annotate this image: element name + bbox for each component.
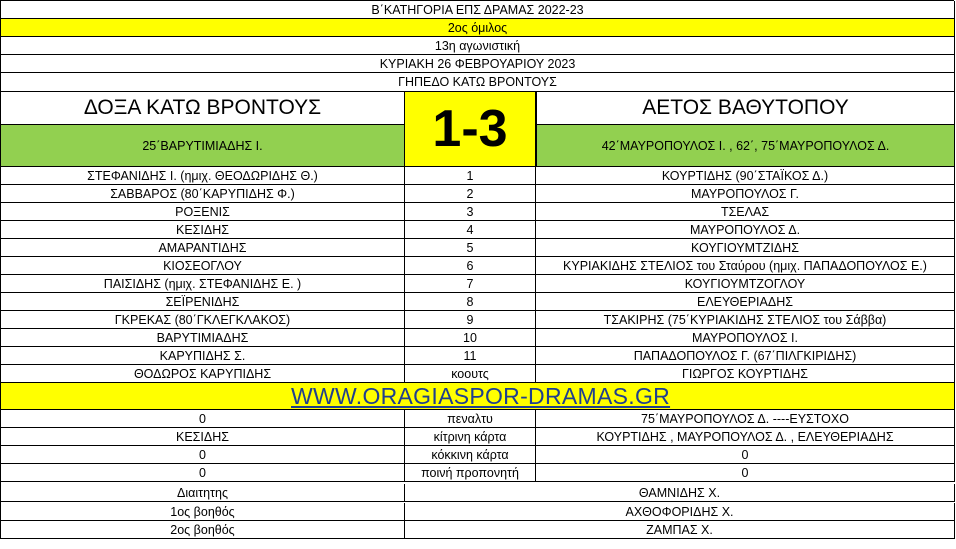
away-player: ΚΟΥΓΙΟΥΜΤΖΟΓΛΟΥ	[536, 275, 955, 292]
official-role: Διαιτητης	[1, 484, 405, 501]
away-player: ΚΟΥΡΤΙΔΗΣ (90΄ΣΤΑΪΚΟΣ Δ.)	[536, 167, 955, 184]
lineup-row	[1, 203, 955, 221]
round-label: 13η αγωνιστική	[1, 37, 955, 54]
away-player: ΜΑΥΡΟΠΟΥΛΟΣ Γ.	[536, 185, 955, 202]
away-player: ΚΥΡΙΑΚΙΔΗΣ ΣΤΕΛΙΟΣ του Σταύρου (ημιχ. ΠΑΠΑΔΟΠΟΥΛΟΣ Ε.)	[536, 257, 955, 274]
official-name: ΖΑΜΠΑΣ Χ.	[405, 521, 955, 538]
shirt-number: 9	[405, 311, 536, 328]
lineup-row	[1, 365, 955, 383]
lineup-row	[1, 311, 955, 329]
home-player: ΣΕΪΡΕΝΙΔΗΣ	[1, 293, 405, 310]
official-role: 2ος βοηθός	[1, 521, 405, 538]
lineup-row	[1, 293, 955, 311]
home-player: ΚΕΣΙΔΗΣ	[1, 221, 405, 238]
home-player: ΒΑΡΥΤΙΜΙΑΔΗΣ	[1, 329, 405, 346]
league-row	[1, 1, 955, 19]
away-player: ΤΣΑΚΙΡΗΣ (75΄ΚΥΡΙΑΚΙΔΗΣ ΣΤΕΛΙΟΣ του Σάββα)	[536, 311, 955, 328]
lineup-row	[1, 257, 955, 275]
stat-row	[1, 446, 955, 464]
home-scorers: 25΄ΒΑΡΥΤΙΜΙΑΔΗΣ Ι.	[1, 124, 405, 166]
stadium-name: ΓΗΠΕΔΟ ΚΑΤΩ ΒΡΟΝΤΟΥΣ	[1, 73, 955, 91]
away-player: ΠΑΠΑΔΟΠΟΥΛΟΣ Γ. (67΄ΠΙΛΓΚΙΡΙΔΗΣ)	[536, 347, 955, 364]
official-name: ΘΑΜΝΙΔΗΣ Χ.	[405, 484, 955, 501]
away-stat: 75΄ΜΑΥΡΟΠΟΥΛΟΣ Δ. ----ΕΥΣΤΟΧΟ	[536, 410, 955, 427]
lineup-row	[1, 347, 955, 365]
home-player: ΓΚΡΕΚΑΣ (80΄ΓΚΛΕΓΚΛΑΚΟΣ)	[1, 311, 405, 328]
website-row	[1, 383, 955, 410]
stat-row	[1, 428, 955, 446]
final-score: 1-3	[405, 92, 536, 167]
stat-label: ποινή προπονητή	[405, 464, 536, 481]
group-row	[1, 19, 955, 37]
lineup-row	[1, 239, 955, 257]
shirt-number: 2	[405, 185, 536, 202]
group-label: 2ος όμιλος	[1, 19, 955, 36]
stat-label: πεναλτυ	[405, 410, 536, 427]
shirt-number: 3	[405, 203, 536, 220]
stadium-row	[1, 73, 955, 92]
shirt-number: 6	[405, 257, 536, 274]
home-player: ΠΑΙΣΙΔΗΣ (ημιχ. ΣΤΕΦΑΝΙΔΗΣ Ε. )	[1, 275, 405, 292]
lineup-row	[1, 275, 955, 293]
official-row	[1, 521, 955, 539]
shirt-number: 10	[405, 329, 536, 346]
shirt-number: κοουτς	[405, 365, 536, 382]
home-player: ΡΟΞΕΝΙΣ	[1, 203, 405, 220]
lineup-row	[1, 221, 955, 239]
lineup-row	[1, 329, 955, 347]
website-link[interactable]	[1, 383, 955, 409]
shirt-number: 11	[405, 347, 536, 364]
home-player: ΚΙΟΣΕΟΓΛΟΥ	[1, 257, 405, 274]
away-stat: ΚΟΥΡΤΙΔΗΣ , ΜΑΥΡΟΠΟΥΛΟΣ Δ. , ΕΛΕΥΘΕΡΙΑΔΗΣ	[536, 428, 955, 445]
match-date: ΚΥΡΙΑΚΗ 26 ΦΕΒΡΟΥΑΡΙΟΥ 2023	[1, 55, 955, 72]
home-stat: 0	[1, 464, 405, 481]
shirt-number: 8	[405, 293, 536, 310]
away-player: ΚΟΥΓΙΟΥΜΤΖΙΔΗΣ	[536, 239, 955, 256]
home-player: ΘΟΔΩΡΟΣ ΚΑΡΥΠΙΔΗΣ	[1, 365, 405, 382]
stat-row	[1, 410, 955, 428]
date-row	[1, 55, 955, 73]
home-stat: 0	[1, 446, 405, 463]
league-title: Β΄ΚΑΤΗΓΟΡΙΑ ΕΠΣ ΔΡΑΜΑΣ 2022-23	[1, 1, 955, 18]
official-row	[1, 484, 955, 502]
lineup-row	[1, 167, 955, 185]
away-scorers: 42΄ΜΑΥΡΟΠΟΥΛΟΣ Ι. , 62΄, 75΄ΜΑΥΡΟΠΟΥΛΟΣ Δ.	[536, 124, 955, 166]
home-player: ΚΑΡΥΠΙΔΗΣ Σ.	[1, 347, 405, 364]
away-team-name: ΑΕΤΟΣ ΒΑΘΥΤΟΠΟΥ	[536, 92, 955, 124]
stat-label: κίτρινη κάρτα	[405, 428, 536, 445]
shirt-number: 7	[405, 275, 536, 292]
shirt-number: 5	[405, 239, 536, 256]
away-player: ΕΛΕΥΘΕΡΙΑΔΗΣ	[536, 293, 955, 310]
home-player: ΣΑΒΒΑΡΟΣ (80΄ΚΑΡΥΠΙΔΗΣ Φ.)	[1, 185, 405, 202]
official-role: 1ος βοηθός	[1, 503, 405, 520]
home-team-name: ΔΟΞΑ ΚΑΤΩ ΒΡΟΝΤΟΥΣ	[1, 92, 405, 124]
home-stat: ΚΕΣΙΔΗΣ	[1, 428, 405, 445]
away-player: ΜΑΥΡΟΠΟΥΛΟΣ Δ.	[536, 221, 955, 238]
lineup-row	[1, 185, 955, 203]
shirt-number: 4	[405, 221, 536, 238]
website-link-text[interactable]: WWW.ORAGIASPOR-DRAMAS.GR	[291, 383, 671, 409]
home-stat: 0	[1, 410, 405, 427]
away-player: ΓΙΩΡΓΟΣ ΚΟΥΡΤΙΔΗΣ	[536, 365, 955, 382]
stat-row	[1, 464, 955, 482]
stat-label: κόκκινη κάρτα	[405, 446, 536, 463]
home-player: ΣΤΕΦΑΝΙΔΗΣ Ι. (ημιχ. ΘΕΟΔΩΡΙΔΗΣ Θ.)	[1, 167, 405, 184]
away-player: ΤΣΕΛΑΣ	[536, 203, 955, 220]
round-row	[1, 37, 955, 55]
official-name: ΑΧΘΟΦΟΡΙΔΗΣ Χ.	[405, 503, 955, 520]
shirt-number: 1	[405, 167, 536, 184]
home-player: ΑΜΑΡΑΝΤΙΔΗΣ	[1, 239, 405, 256]
away-stat: 0	[536, 446, 955, 463]
official-row	[1, 503, 955, 521]
away-player: ΜΑΥΡΟΠΟΥΛΟΣ Ι.	[536, 329, 955, 346]
away-stat: 0	[536, 464, 955, 481]
